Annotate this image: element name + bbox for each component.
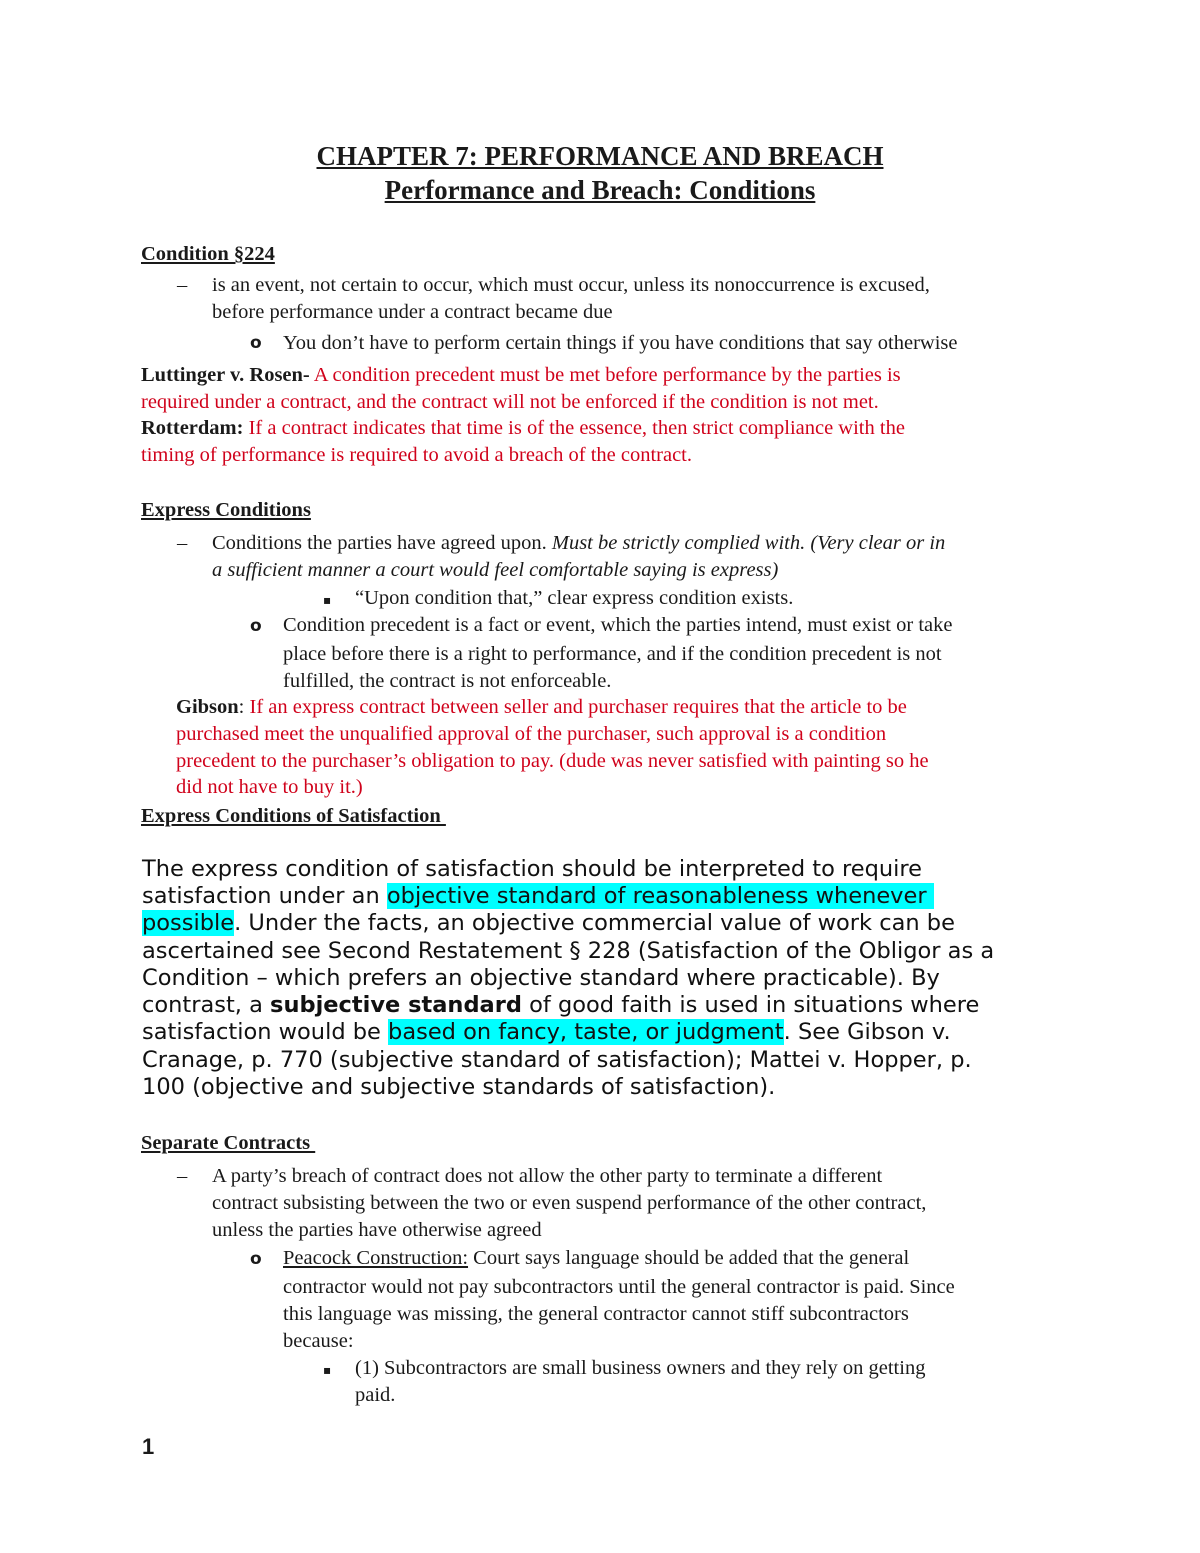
page-number: 1 xyxy=(142,1434,155,1459)
gibson-rule-cont: precedent to the purchaser’s obligation to pay. (dude was never satisfied with painting so he xyxy=(176,750,929,772)
satisfaction-text: satisfaction under an xyxy=(142,883,387,909)
satisfaction-paragraph-line: The express condition of satisfaction should be interpreted to require xyxy=(142,856,923,882)
luttinger-rule: A condition precedent must be met before performance by the parties is xyxy=(309,364,901,386)
circle-bullet-icon: o xyxy=(250,333,262,353)
express-conditions-heading: Express Conditions xyxy=(141,499,311,521)
gibson-case xyxy=(176,694,907,721)
rotterdam-case xyxy=(141,415,905,442)
circle-bullet-icon: o xyxy=(250,616,262,636)
rotterdam-rule: If a contract indicates that time is of the essence, then strict compliance with the xyxy=(243,417,905,439)
separate-contracts-heading: Separate Contracts xyxy=(141,1132,316,1154)
gibson-rule: If an express contract between seller and purchaser requires that the article to be xyxy=(244,696,907,718)
satisfaction-paragraph-line: ascertained see Second Restatement § 228 (Satisfaction of the Obligor as a xyxy=(142,938,995,964)
satisfaction-heading: Express Conditions of Satisfaction xyxy=(141,805,446,827)
chapter-subtitle: Performance and Breach: Conditions xyxy=(384,175,816,205)
dash-bullet: – xyxy=(177,274,188,296)
satisfaction-paragraph-line xyxy=(142,1019,951,1046)
peacock-case-name: Peacock Construction: xyxy=(283,1247,469,1269)
condition-precedent-definition-cont: place before there is a right to performance, and if the condition precedent is not xyxy=(283,643,942,665)
satisfaction-paragraph-line: Cranage, p. 770 (subjective standard of satisfaction); Mattei v. Hopper, p. xyxy=(142,1047,972,1073)
separate-contracts-rule: A party’s breach of contract does not allow the other party to terminate a different xyxy=(212,1165,883,1187)
highlight-fancy-taste-judgment: based on fancy, taste, or judgment xyxy=(388,1019,784,1045)
subjective-standard-term: subjective standard xyxy=(270,992,522,1018)
satisfaction-paragraph-line: Condition – which prefers an objective standard where practicable). By xyxy=(142,965,940,991)
condition-224-definition-cont: before performance under a contract became due xyxy=(212,301,613,323)
highlight-objective-standard: objective standard of reasonableness whenever xyxy=(386,883,927,909)
express-definition-italic-cont: a sufficient manner a court would feel comfortable saying is express) xyxy=(212,559,779,581)
circle-bullet-icon: o xyxy=(250,1249,262,1269)
rotterdam-case-name: Rotterdam: xyxy=(141,417,244,439)
peacock-text: Court says language should be added that the general xyxy=(468,1247,910,1269)
separate-contracts-rule-end: unless the parties have otherwise agreed xyxy=(212,1219,542,1241)
condition-precedent-definition: Condition precedent is a fact or event, which the parties intend, must exist or take xyxy=(283,614,953,636)
luttinger-rule-cont: required under a contract, and the contract will not be enforced if the condition is not met. xyxy=(141,391,879,413)
condition-precedent-definition-end: fulfilled, the contract is not enforceable. xyxy=(283,670,612,692)
satisfaction-text: satisfaction would be xyxy=(142,1019,389,1045)
gibson-colon: : xyxy=(238,696,245,718)
separate-contracts-rule-cont: contract subsisting between the two or even suspend performance of the other contract, xyxy=(212,1192,927,1214)
luttinger-case xyxy=(141,362,901,389)
satisfaction-text: of good faith is used in situations where xyxy=(521,992,980,1018)
dash-bullet: – xyxy=(177,532,188,554)
express-definition-italic: Must be strictly complied with. (Very clear or in xyxy=(551,532,946,554)
satisfaction-paragraph-line: 100 (objective and subjective standards of satisfaction). xyxy=(142,1074,776,1100)
square-bullet-icon: ▪ xyxy=(323,1363,332,1377)
highlight-possible: possible xyxy=(142,910,235,936)
gibson-rule-end: did not have to buy it.) xyxy=(176,776,363,798)
peacock-case xyxy=(283,1245,909,1272)
peacock-text-cont: contractor would not pay subcontractors until the general contractor is paid. Since xyxy=(283,1276,955,1298)
upon-condition-note: “Upon condition that,” clear express condition exists. xyxy=(355,587,794,609)
peacock-text-cont: this language was missing, the general contractor cannot stiff subcontractors xyxy=(283,1303,909,1325)
dash-bullet: – xyxy=(177,1165,188,1187)
condition-224-definition: is an event, not certain to occur, which must occur, unless its nonoccurrence is excused, xyxy=(212,274,930,296)
express-definition-text: Conditions the parties have agreed upon. xyxy=(212,532,552,554)
satisfaction-paragraph-line xyxy=(142,910,955,937)
square-bullet-icon: ▪ xyxy=(323,593,332,607)
satisfaction-text: . Under the facts, an objective commercial value of work can be xyxy=(234,910,955,936)
express-conditions-definition xyxy=(212,530,945,557)
subcontractor-reason: (1) Subcontractors are small business owners and they rely on getting xyxy=(355,1357,926,1379)
satisfaction-paragraph-line xyxy=(142,883,934,910)
satisfaction-paragraph-line xyxy=(142,992,979,1019)
peacock-text-end: because: xyxy=(283,1330,354,1352)
condition-224-heading: Condition §224 xyxy=(141,243,275,265)
luttinger-case-name: Luttinger v. Rosen- xyxy=(141,364,310,386)
rotterdam-rule-cont: timing of performance is required to avoid a breach of the contract. xyxy=(141,444,692,466)
chapter-title: CHAPTER 7: PERFORMANCE AND BREACH xyxy=(316,141,884,171)
gibson-rule-cont: purchased meet the unqualified approval of the purchaser, such approval is a condition xyxy=(176,723,887,745)
condition-224-note: You don’t have to perform certain things if you have conditions that say otherwise xyxy=(283,332,958,354)
satisfaction-text: . See Gibson v. xyxy=(783,1019,951,1045)
subcontractor-reason-cont: paid. xyxy=(355,1384,396,1406)
gibson-case-name: Gibson xyxy=(176,696,239,718)
satisfaction-text: contrast, a xyxy=(142,992,271,1018)
